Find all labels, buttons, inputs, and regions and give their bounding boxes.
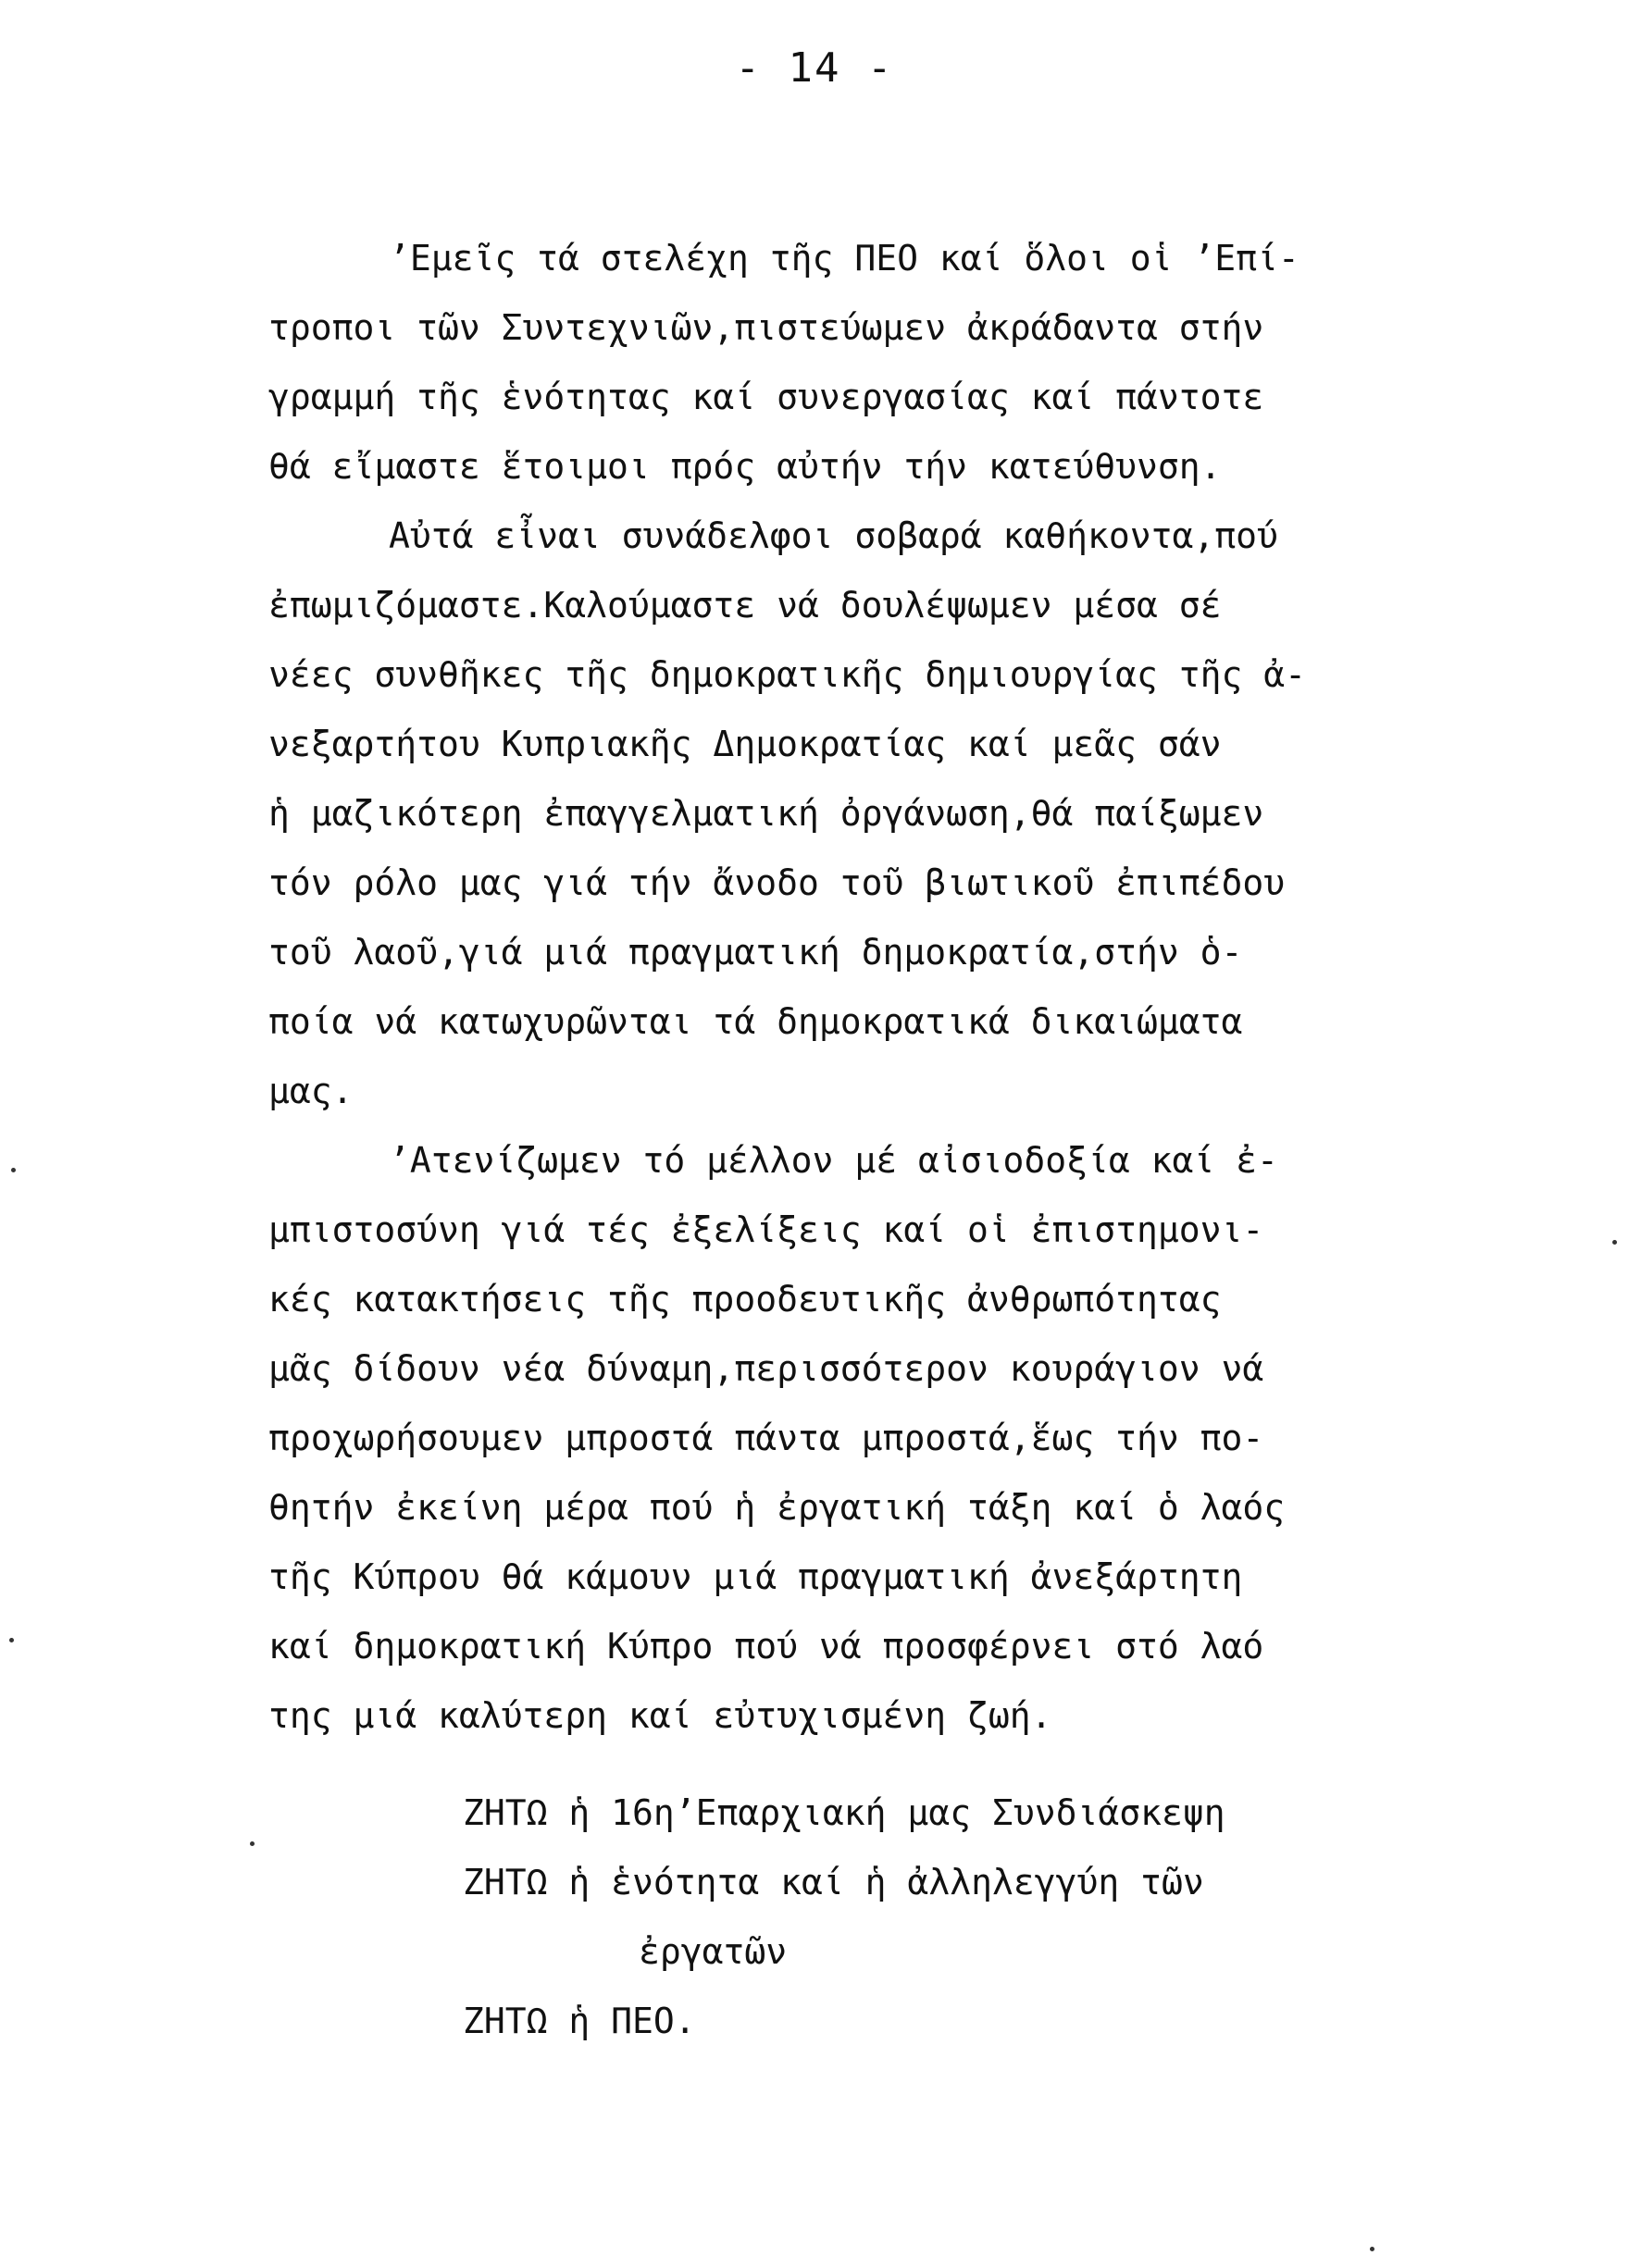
paragraph-2-line-7: τοῦ λαοῦ,γιά μιά πραγματική δημοκρατία,στήν ὁ- (268, 932, 1243, 973)
scan-speck (250, 1841, 255, 1846)
scan-speck (11, 1168, 16, 1172)
paragraph-3-line-1: ’Ατενίζωμεν τό μέλλον μέ αἰσιοδοξία καί ἐ- (389, 1140, 1278, 1181)
paragraph-3-line-5: προχωρήσουμεν μπροστά πάντα μπροστά,ἕως τήν πο- (268, 1418, 1264, 1458)
paragraph-2-line-9: μας. (268, 1071, 354, 1111)
body-text (268, 224, 1583, 1751)
paragraph-3-line-8: καί δημοκρατική Κύπρο πού νά προσφέρνει στό λαό (268, 1626, 1264, 1667)
scan-speck (1612, 1240, 1617, 1245)
slogan-1: ΖΗΤΩ ἡ 16η’Επαρχιακή μας Συνδιάσκεψη (463, 1792, 1225, 1833)
paragraph-1-line-1: ’Εμεῖς τά στελέχη τῆς ΠΕΟ καί ὅλοι οἱ ’Επί- (389, 238, 1299, 279)
slogan-2-continuation: ἐργατῶν (639, 1931, 788, 1972)
paragraph-2-line-4: νεξαρτήτου Κυπριακῆς Δημοκρατίας καί μεᾶς σάν (268, 724, 1222, 764)
paragraph-3-line-6: θητήν ἐκείνη μέρα πού ἡ ἐργατική τάξη καί ὁ λαός (268, 1487, 1286, 1528)
paragraph-1-line-2: τροποι τῶν Συντεχνιῶν,πιστεύωμεν ἀκράδαντα στήν (268, 307, 1264, 348)
paragraph-2-line-6: τόν ρόλο μας γιά τήν ἄνοδο τοῦ βιωτικοῦ ἐπιπέδου (268, 862, 1286, 903)
paragraph-2-line-3: νέες συνθῆκες τῆς δημοκρατικῆς δημιουργίας τῆς ἀ- (268, 654, 1307, 695)
paragraph-2-line-5: ἡ μαζικότερη ἐπαγγελματική ὀργάνωση,θά παίξωμεν (268, 793, 1264, 834)
slogan-3: ΖΗΤΩ ἡ ΠΕΟ. (463, 2001, 696, 2041)
paragraph-3-line-3: κές κατακτήσεις τῆς προοδευτικῆς ἀνθρωπότητας (268, 1279, 1222, 1320)
paragraph-1-line-3: γραμμή τῆς ἑνότητας καί συνεργασίας καί πάντοτε (268, 377, 1264, 417)
paragraph-2-line-1: Αὐτά εἶναι συνάδελφοι σοβαρά καθήκοντα,πού (389, 515, 1278, 556)
scan-speck (9, 1638, 14, 1642)
slogan-2: ΖΗΤΩ ἡ ἑνότητα καί ἡ ἀλληλεγγύη τῶν (463, 1862, 1204, 1902)
paragraph-3-line-7: τῆς Κύπρου θά κάμουν μιά πραγματική ἀνεξάρτητη (268, 1556, 1243, 1597)
paragraph-1-line-4: θά εἴμαστε ἕτοιμοι πρός αὐτήν τήν κατεύθυνση. (268, 446, 1222, 487)
paragraph-3-line-9: της μιά καλύτερη καί εὐτυχισμένη ζωή. (268, 1695, 1052, 1736)
page-number: - 14 - (735, 44, 894, 92)
closing-slogans (463, 1778, 1573, 2056)
paragraph-3-line-2: μπιστοσύνη γιά τές ἐξελίξεις καί οἱ ἐπιστημονι- (268, 1209, 1264, 1250)
paragraph-2-line-2: ἐπωμιζόμαστε.Καλούμαστε νά δουλέψωμεν μέσα σέ (268, 585, 1222, 626)
paragraph-3-line-4: μᾶς δίδουν νέα δύναμη,περισσότερον κουράγιον νά (268, 1348, 1264, 1389)
paragraph-2-line-8: ποία νά κατωχυρῶνται τά δημοκρατικά δικαιώματα (268, 1001, 1243, 1042)
scan-speck (1370, 2247, 1374, 2251)
